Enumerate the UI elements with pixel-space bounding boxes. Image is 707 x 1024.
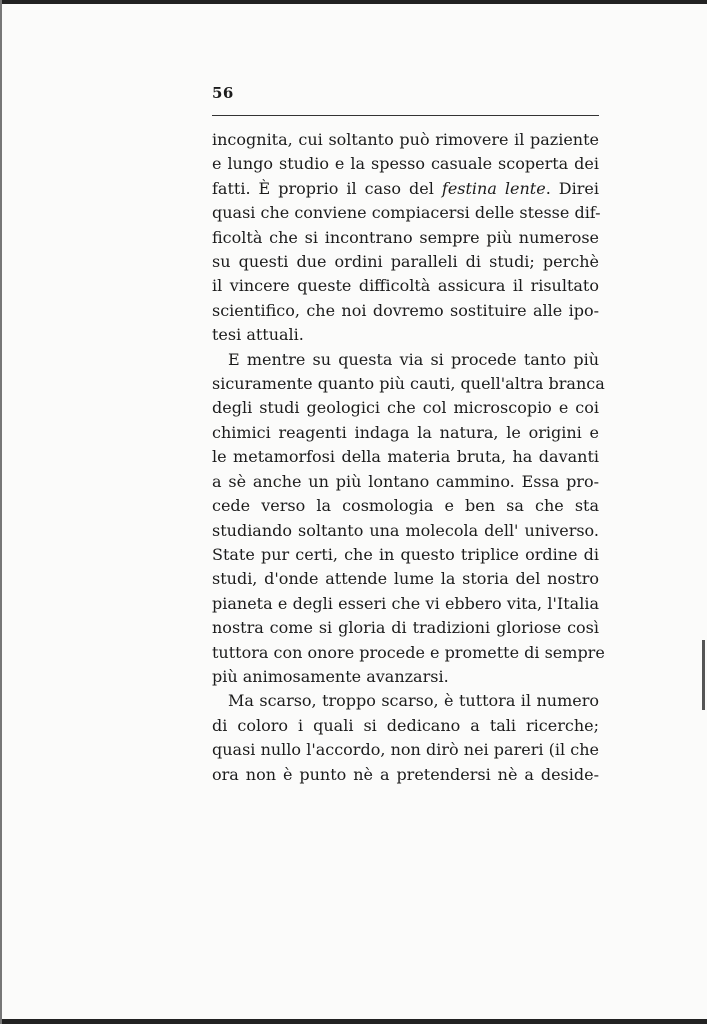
text-line: e lungo studio e la spesso casuale scoperta dei xyxy=(212,154,599,174)
text-line: incognita, cui soltanto può rimovere il paziente xyxy=(212,130,599,149)
text-line: su questi due ordini paralleli di studi; perchè xyxy=(212,252,599,272)
scan-bottom-edge xyxy=(0,1019,707,1024)
text-line: Ma scarso, troppo scarso, è tuttora il numero xyxy=(228,691,599,711)
text-line: studiando soltanto una molecola dell' universo. xyxy=(212,520,599,540)
text-line: chimici reagenti indaga la natura, le origini e xyxy=(212,422,599,442)
body-text xyxy=(212,128,605,787)
text-line: pianeta e degli esseri che vi ebbero vita, l'Italia xyxy=(212,593,599,613)
scan-left-edge xyxy=(0,0,2,1024)
text-line: quasi nullo l'accordo, non dirò nei pareri (il che xyxy=(212,740,599,760)
text-line: ora non è punto nè a pretendersi nè a deside- xyxy=(212,764,599,784)
italic-phrase: festina lente xyxy=(441,178,546,198)
page-number: 56 xyxy=(212,84,234,102)
text-line: cede verso la cosmologia e ben sa che sta xyxy=(212,496,599,516)
text-line: E mentre su questa via si procede tanto più xyxy=(228,349,599,369)
text-line: le metamorfosi della materia bruta, ha davanti xyxy=(212,447,599,467)
text-line: degli studi geologici che col microscopio e coi xyxy=(212,398,599,418)
paragraph xyxy=(212,689,599,787)
text-line: tesi attuali. xyxy=(212,325,304,345)
text-line: studi, d'onde attende lume la storia del nostro xyxy=(212,569,599,589)
header-rule xyxy=(212,115,599,116)
text-line: sicuramente quanto più cauti, quell'altra branca xyxy=(212,374,605,394)
text-line: a sè anche un più lontano cammino. Essa pro- xyxy=(212,471,599,491)
text-line xyxy=(212,177,599,201)
text-line: scientifico, che noi dovremo sostituire alle ipo- xyxy=(212,300,599,320)
scan-top-edge xyxy=(0,0,707,4)
text-line: nostra come si gloria di tradizioni gloriose così xyxy=(212,618,599,638)
text-line: più animosamente avanzarsi. xyxy=(212,666,449,686)
text-line: il vincere queste difficoltà assicura il risultato xyxy=(212,276,599,296)
text-line: tuttora con onore procede e promette di sempre xyxy=(212,642,605,662)
text-segment: fatti. È proprio il caso del xyxy=(212,178,442,198)
text-segment: . Direi xyxy=(545,178,599,198)
text-line: di coloro i quali si dedicano a tali ricerche; xyxy=(212,715,599,735)
text-line: quasi che conviene compiacersi delle stesse dif- xyxy=(212,203,601,223)
text-line: State pur certi, che in questo triplice ordine di xyxy=(212,544,599,564)
scan-right-mark xyxy=(702,640,705,710)
paragraph xyxy=(212,348,605,690)
paragraph xyxy=(212,128,599,348)
text-line: ficoltà che si incontrano sempre più numerose xyxy=(212,227,599,247)
